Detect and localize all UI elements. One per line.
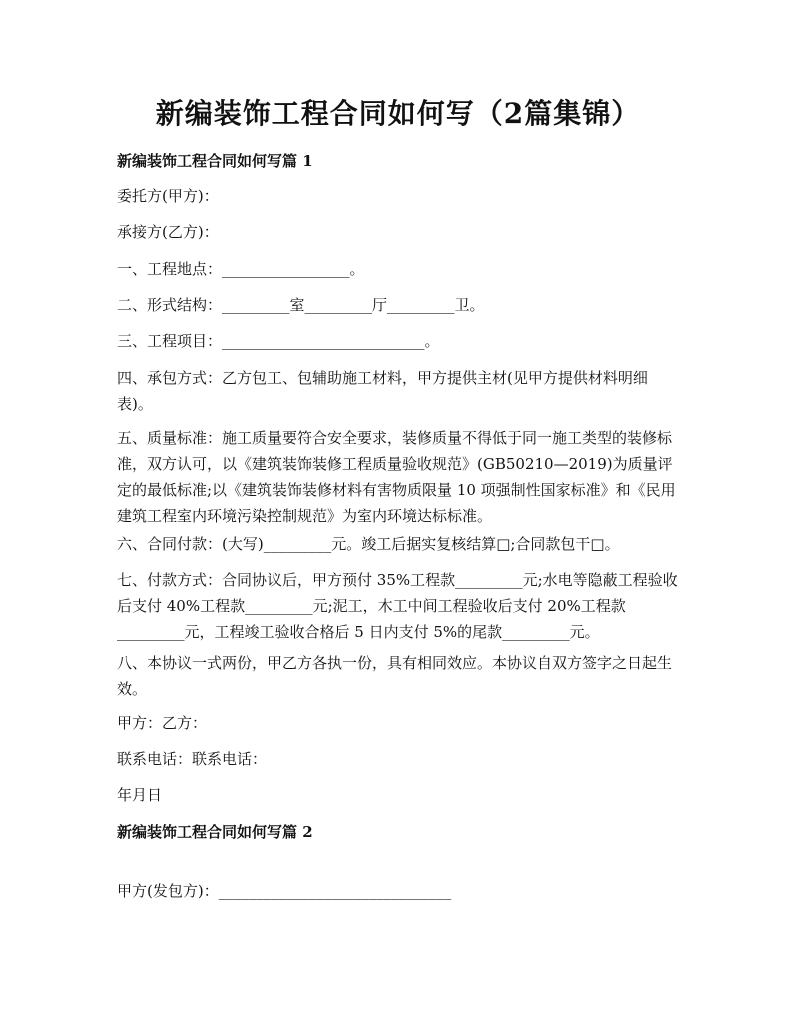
document-title: 新编装饰工程合同如何写（2篇集锦） — [155, 97, 641, 130]
clause-1: 一、工程地点：_________________。 — [117, 260, 365, 278]
phone-line: 联系电话：联系电话： — [117, 750, 268, 768]
party-a-line: 委托方(甲方)： — [117, 187, 219, 205]
section-2-party-a-line: 甲方(发包方)：_______________________________ — [117, 882, 452, 900]
section-2-heading: 新编装饰工程合同如何写篇 2 — [117, 823, 313, 841]
clause-7: 七、付款方式：合同协议后，甲方预付 35%工程款_________元;水电等隐蔽工程验收后支付 40%工程款_________元;泥工，木工中间工程验收后支付 20%工程款_________元，工程竣工验收合格后 5 日内支付 5%的尾款_________元。 — [117, 571, 678, 641]
clause-3: 三、工程项目：___________________________。 — [117, 332, 440, 350]
section-1-heading: 新编装饰工程合同如何写篇 1 — [117, 152, 313, 170]
clause-8: 八、本协议一式两份，甲乙方各执一份，具有相同效应。本协议自双方签字之日起生效。 — [117, 654, 673, 698]
clause-5: 五、质量标准：施工质量要符合安全要求，装修质量不得低于同一施工类型的装修标准，双方认可，以《建筑装饰装修工程质量验收规范》(GB50210—2019)为质量评定的最低标准;以《建筑装饰装修材料有害物质限量 10 项强制性国家标准》和《民用建筑工程室内环境污染控制规范》为室内环境达标标准。 — [117, 429, 676, 525]
clause-6: 六、合同付款：(大写)_________元。竣工后据实复核结算□;合同款包干□。 — [117, 535, 620, 553]
date-line: 年月日 — [117, 786, 163, 804]
clause-2: 二、形式结构：_________室_________厅_________卫。 — [117, 296, 485, 314]
clause-4: 四、承包方式：乙方包工、包辅助施工材料，甲方提供主材(见甲方提供材料明细表)。 — [117, 369, 648, 413]
party-b-line: 承接方(乙方)： — [117, 223, 219, 241]
signature-line: 甲方：乙方： — [117, 714, 208, 732]
